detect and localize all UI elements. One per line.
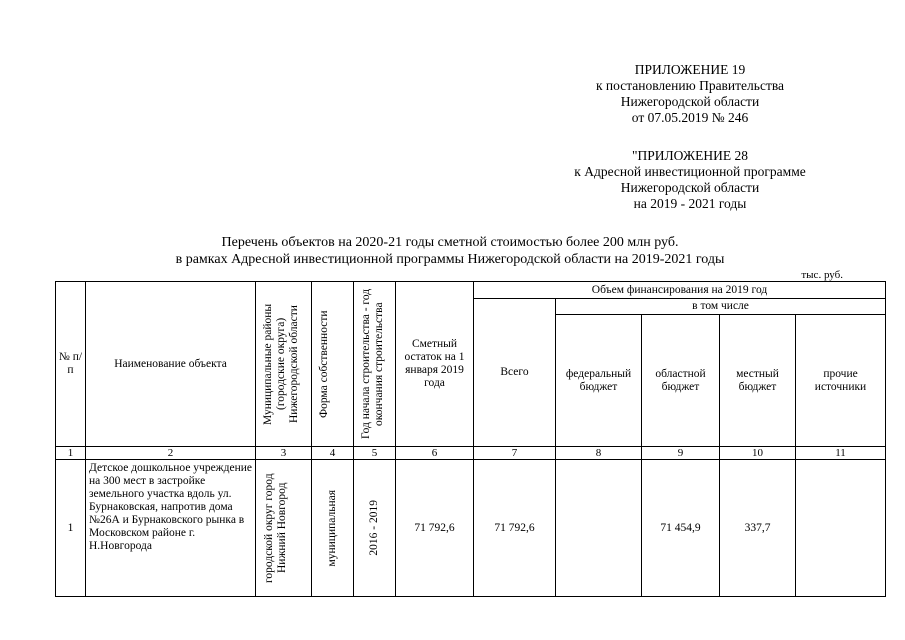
appendix-inner: [545, 148, 835, 212]
col-number: 1: [56, 447, 86, 460]
header-federal: федеральный бюджет: [556, 315, 642, 447]
appendix-top: [560, 62, 820, 126]
col-number: 8: [556, 447, 642, 460]
table-row: [56, 460, 886, 597]
row-ownership-cell: [312, 460, 354, 597]
col-number: 6: [396, 447, 474, 460]
appendix-inner-line3: Нижегородской области: [620, 180, 760, 195]
header-name: Наименование объекта: [86, 282, 256, 447]
row-total: 71 792,6: [474, 460, 556, 597]
col-number: 3: [256, 447, 312, 460]
appendix-top-line1: ПРИЛОЖЕНИЕ 19: [634, 62, 746, 77]
document-title: [100, 234, 800, 268]
appendix-inner-line2: к Адресной инвестиционной программе: [574, 164, 806, 179]
header-local: местный бюджет: [720, 315, 796, 447]
header-num: № п/п: [56, 282, 86, 447]
col-number: 10: [720, 447, 796, 460]
header-financing: Объем финансирования на 2019 год: [474, 282, 886, 299]
col-number: 4: [312, 447, 354, 460]
header-ownership: Форма собственности: [317, 310, 330, 418]
header-years: Год начала строительства - год окончания строительства: [359, 288, 385, 440]
column-numbers-row: [56, 447, 886, 460]
row-balance: 71 792,6: [396, 460, 474, 597]
row-name: Детское дошкольное учреждение на 300 мест в застройке земельного участка вдоль ул. Бурнаковская, напротив дома №26А и Бурнаковского рынка в Московском районе г. Н.Новгорода: [86, 460, 256, 597]
appendix-top-line4: от 07.05.2019 № 246: [631, 110, 749, 125]
header-ownership-cell: [312, 282, 354, 447]
header-years-cell: [354, 282, 396, 447]
col-number: 11: [796, 447, 886, 460]
col-number: 2: [86, 447, 256, 460]
row-years: 2016 - 2019: [368, 500, 380, 556]
header-total: Всего: [474, 299, 556, 447]
title-line1: Перечень объектов на 2020-21 годы сметной стоимостью более 200 млн руб.: [221, 235, 679, 250]
row-local: 337,7: [720, 460, 796, 597]
appendix-inner-line1: "ПРИЛОЖЕНИЕ 28: [631, 148, 749, 163]
row-district: городской округ город Нижний Новгород: [262, 473, 288, 583]
appendix-top-line3: Нижегородской области: [620, 94, 760, 109]
row-years-cell: [354, 460, 396, 597]
header-including: в том числе: [556, 299, 886, 315]
row-num: 1: [56, 460, 86, 597]
objects-table: [55, 281, 886, 597]
header-district: Муниципальные районы (городские округа) Нижегородской области: [261, 303, 300, 425]
header-balance: Сметный остаток на 1 января 2019 года: [396, 282, 474, 447]
row-district-cell: [256, 460, 312, 597]
header-regional: областной бюджет: [642, 315, 720, 447]
appendix-top-line2: к постановлению Правительства: [595, 78, 785, 93]
col-number: 5: [354, 447, 396, 460]
appendix-inner-line4: на 2019 - 2021 годы: [633, 196, 747, 211]
row-regional: 71 454,9: [642, 460, 720, 597]
header-district-cell: [256, 282, 312, 447]
row-federal: [556, 460, 642, 597]
row-other: [796, 460, 886, 597]
unit-label: тыс. руб.: [801, 269, 843, 281]
col-number: 9: [642, 447, 720, 460]
title-line2: в рамках Адресной инвестиционной программы Нижегородской области на 2019-2021 годы: [175, 252, 725, 267]
row-ownership: муниципальная: [326, 489, 338, 567]
col-number: 7: [474, 447, 556, 460]
header-other: прочие источники: [796, 315, 886, 447]
